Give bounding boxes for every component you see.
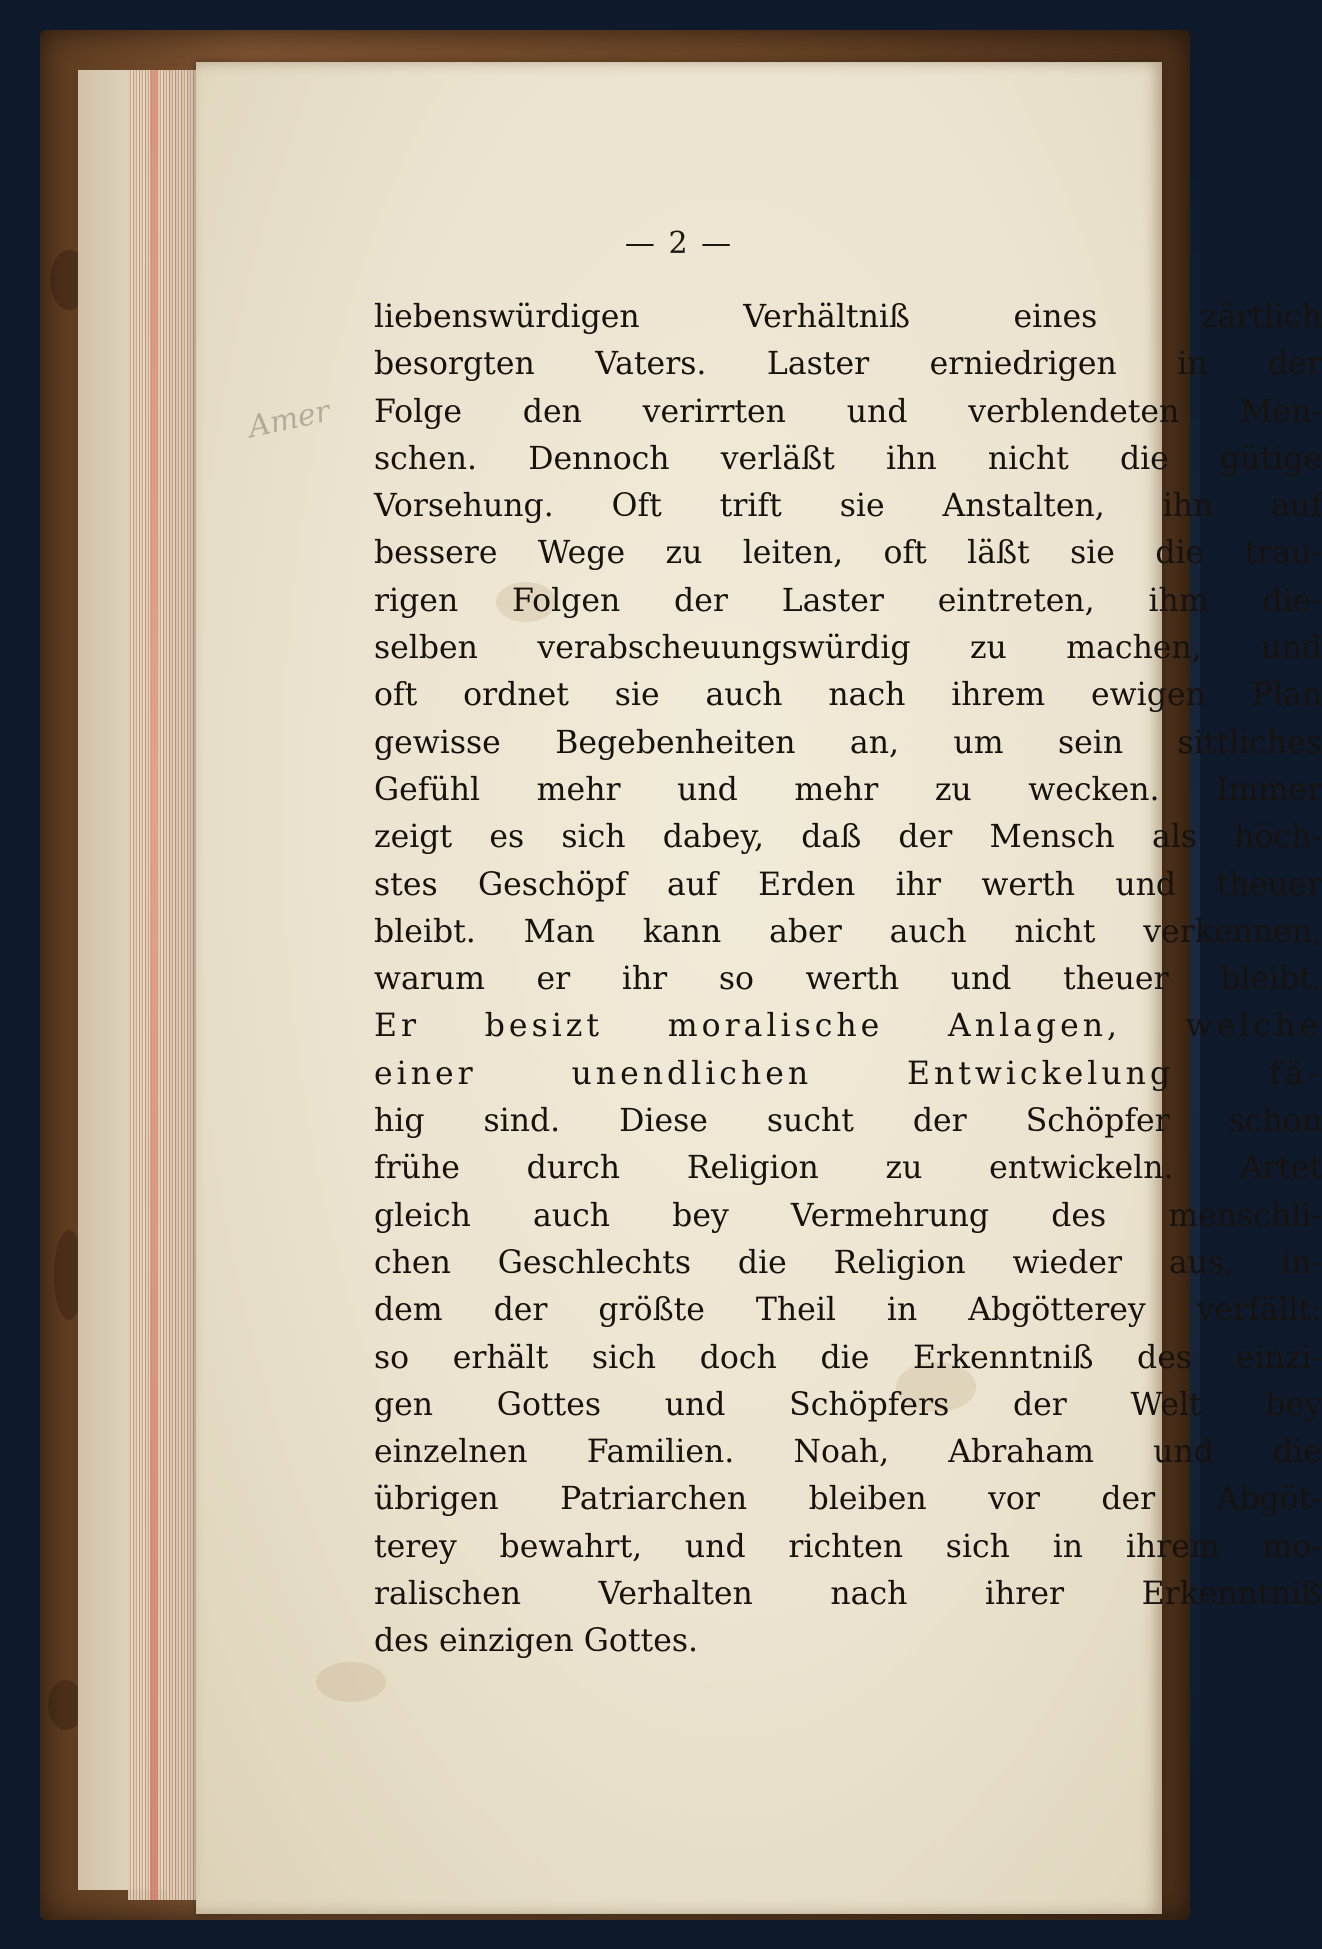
text-line: chen Geschlechts die Religion wieder aus, in-	[374, 1244, 1322, 1281]
text-line: rigen Folgen der Laster eintreten, ihm die-	[374, 582, 1322, 619]
text-line-spaced: einer unendlichen Entwickelung fä-	[374, 1055, 1322, 1092]
text-line: ralischen Verhalten nach ihrer Erkenntniß	[374, 1576, 1322, 1613]
handwritten-margin-note: Amer	[245, 393, 333, 446]
text-line: hig sind. Diese sucht der Schöpfer schon	[374, 1103, 1322, 1140]
text-line: einzelnen Familien. Noah, Abraham und die	[374, 1434, 1322, 1471]
paper-foxing	[316, 1662, 386, 1702]
text-line: Gefühl mehr und mehr zu wecken. Immer	[374, 771, 1322, 808]
text-line: so erhält sich doch die Erkenntniß des einzi-	[374, 1339, 1322, 1376]
book-page	[196, 62, 1322, 1914]
text-line: Folge den verirrten und verblendeten Men-	[374, 393, 1322, 430]
text-line: besorgten Vaters. Laster erniedrigen in der	[374, 346, 1322, 383]
text-line: schen. Dennoch verläßt ihn nicht die gütige	[374, 440, 1322, 477]
text-line: Vorsehung. Oft trift sie Anstalten, ihn auf	[374, 488, 1322, 525]
text-line-last: des einzigen Gottes.	[374, 1623, 699, 1660]
text-line: warum er ihr so werth und theuer bleibt.	[374, 961, 1322, 998]
text-line: oft ordnet sie auch nach ihrem ewigen Plan	[374, 677, 1322, 714]
page-number: — 2 —	[624, 226, 734, 261]
body-text	[374, 294, 1322, 1666]
red-sprinkled-edge	[150, 70, 158, 1900]
page-edges	[128, 70, 196, 1900]
text-line: stes Geschöpf auf Erden ihr werth und theuer	[374, 866, 1322, 903]
text-line: selben verabscheuungswürdig zu machen, und	[374, 630, 1322, 667]
text-line: zeigt es sich dabey, daß der Mensch als höch-	[374, 819, 1322, 856]
text-line: liebenswürdigen Verhältniß eines zärtlich	[374, 299, 1322, 335]
text-line: gen Gottes und Schöpfers der Welt bey	[374, 1386, 1322, 1423]
text-line-spaced: Er besizt moralische Anlagen, welche	[374, 1008, 1322, 1045]
text-line: dem der größte Theil in Abgötterey verfällt:	[374, 1292, 1322, 1329]
text-line: gewisse Begebenheiten an, um sein sittliches	[374, 724, 1322, 761]
text-line: bessere Wege zu leiten, oft läßt sie die trau-	[374, 535, 1322, 572]
text-line: frühe durch Religion zu entwickeln. Artet	[374, 1150, 1322, 1187]
text-line: übrigen Patriarchen bleiben vor der Abgöt-	[374, 1481, 1322, 1518]
text-line: terey bewahrt, und richten sich in ihrem mo-	[374, 1528, 1322, 1565]
text-line: bleibt. Man kann aber auch nicht verkennen,	[374, 913, 1322, 950]
text-line: gleich auch bey Vermehrung des menschli-	[374, 1197, 1322, 1234]
